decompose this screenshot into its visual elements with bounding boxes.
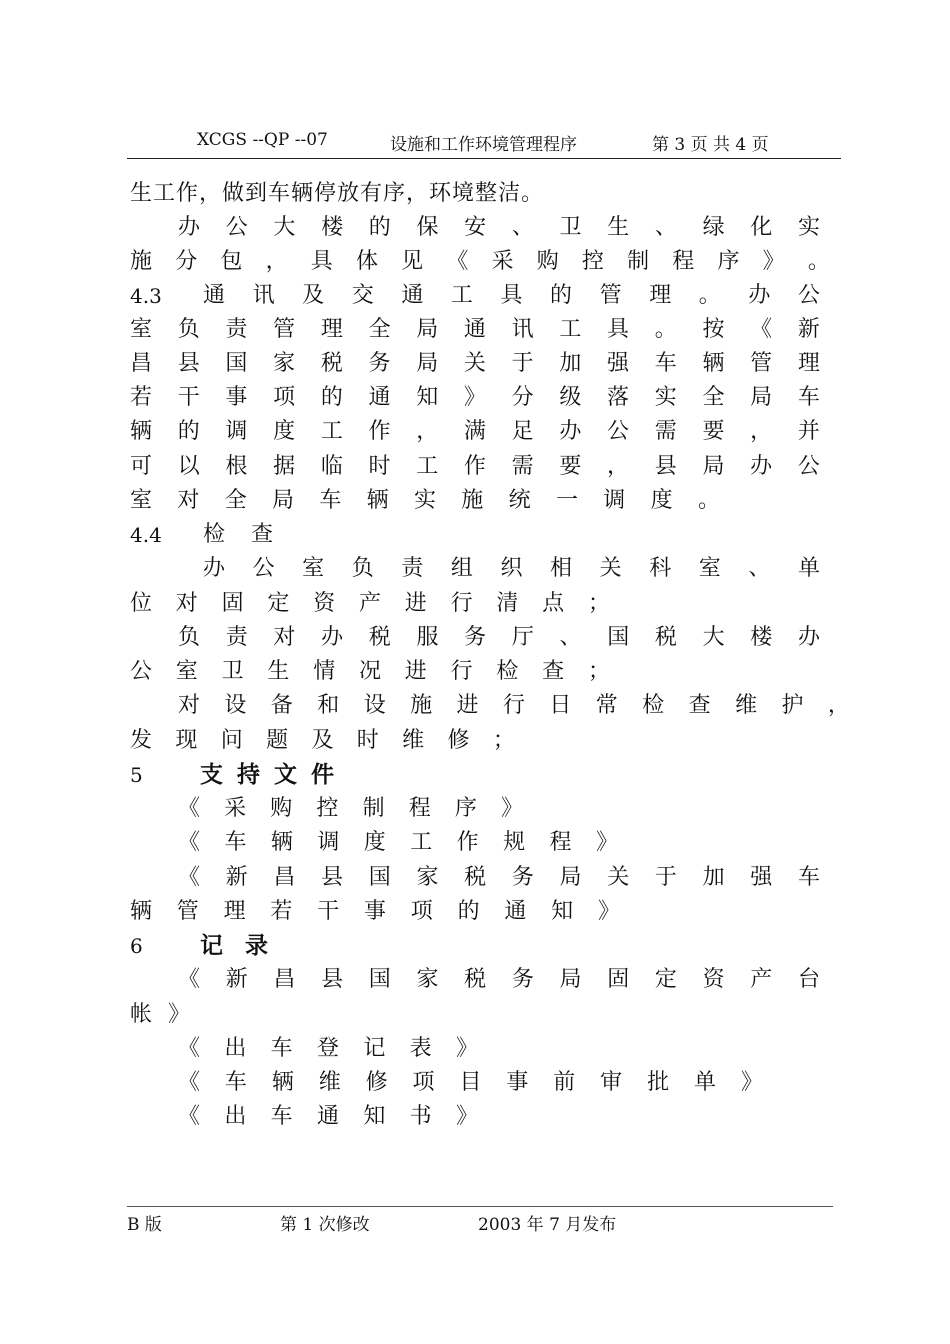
doc-code: XCGS --QP --07: [197, 130, 328, 150]
section-title-support-docs: 支持文件: [200, 761, 348, 788]
body-line: 公 室 卫 生 情 况 进 行 检 查 ；: [130, 659, 610, 684]
body-line: 昌 县 国 家 税 务 局 关 于 加 强 车 辆 管 理: [130, 351, 820, 376]
doc-title: 设施和工作环境管理程序: [390, 135, 577, 155]
section-number-6: 6: [130, 934, 143, 958]
footer-release: 2003 年 7 月发布: [478, 1215, 617, 1235]
body-line: 《 车 辆 维 修 项 目 事 前 审 批 单 》: [178, 1070, 763, 1095]
header-rule: [127, 158, 841, 159]
body-line: 发 现 问 题 及 时 维 修 ；: [130, 728, 515, 753]
body-line: 负 责 对 办 税 服 务 厅 、 国 税 大 楼 办: [178, 625, 820, 650]
body-line: 生工作，做到车辆停放有序，环境整洁。: [130, 181, 545, 206]
body-line: 《 新 昌 县 国 家 税 务 局 固 定 资 产 台: [178, 967, 820, 992]
page-info: 第 3 页 共 4 页: [652, 135, 769, 155]
section-number-5: 5: [130, 763, 143, 787]
body-line: 可 以 根 据 临 时 工 作 需 要 ， 县 局 办 公: [130, 454, 820, 479]
body-line: 辆 的 调 度 工 作 ， 满 足 办 公 需 要 ， 并: [130, 419, 820, 444]
body-line: 对 设 备 和 设 施 进 行 日 常 检 查 维 护 ，: [178, 693, 850, 718]
body-line: 辆 管 理 若 干 事 项 的 通 知 》: [130, 899, 620, 924]
body-line: 《 新 昌 县 国 家 税 务 局 关 于 加 强 车: [178, 865, 820, 890]
body-line: 《 采 购 控 制 程 序 》: [178, 796, 523, 821]
section-title-records: 记录: [200, 932, 290, 959]
body-line: 若 干 事 项 的 通 知 》 分 级 落 实 全 局 车: [130, 385, 820, 410]
footer-edition: B 版: [127, 1215, 162, 1235]
footer-rule: [127, 1206, 833, 1207]
body-line: 室 对 全 局 车 辆 实 施 统 一 调 度 。: [130, 488, 720, 513]
section-number-4-3: 4.3: [130, 284, 162, 308]
body-line: 办 公 大 楼 的 保 安 、 卫 生 、 绿 化 实: [178, 215, 820, 240]
body-line: 帐 》: [130, 1002, 190, 1027]
body-line: 室 负 责 管 理 全 局 通 讯 工 具 。 按 《 新: [130, 317, 820, 342]
body-line: 《 出 车 通 知 书 》: [178, 1104, 478, 1129]
body-line: 施 分 包 ， 具 体 见 《 采 购 控 制 程 序 》 。: [130, 249, 830, 274]
footer-revision: 第 1 次修改: [280, 1215, 370, 1235]
body-line: 《 出 车 登 记 表 》: [178, 1036, 478, 1061]
body-line: 《 车 辆 调 度 工 作 规 程 》: [178, 830, 618, 855]
body-line: 办 公 室 负 责 组 织 相 关 科 室 、 单: [203, 556, 820, 581]
section-number-4-4: 4.4: [130, 523, 162, 547]
section-title-check: 检 查: [203, 522, 273, 547]
body-line: 通 讯 及 交 通 工 具 的 管 理 。 办 公: [203, 283, 820, 308]
body-line: 位 对 固 定 资 产 进 行 清 点 ；: [130, 591, 610, 616]
